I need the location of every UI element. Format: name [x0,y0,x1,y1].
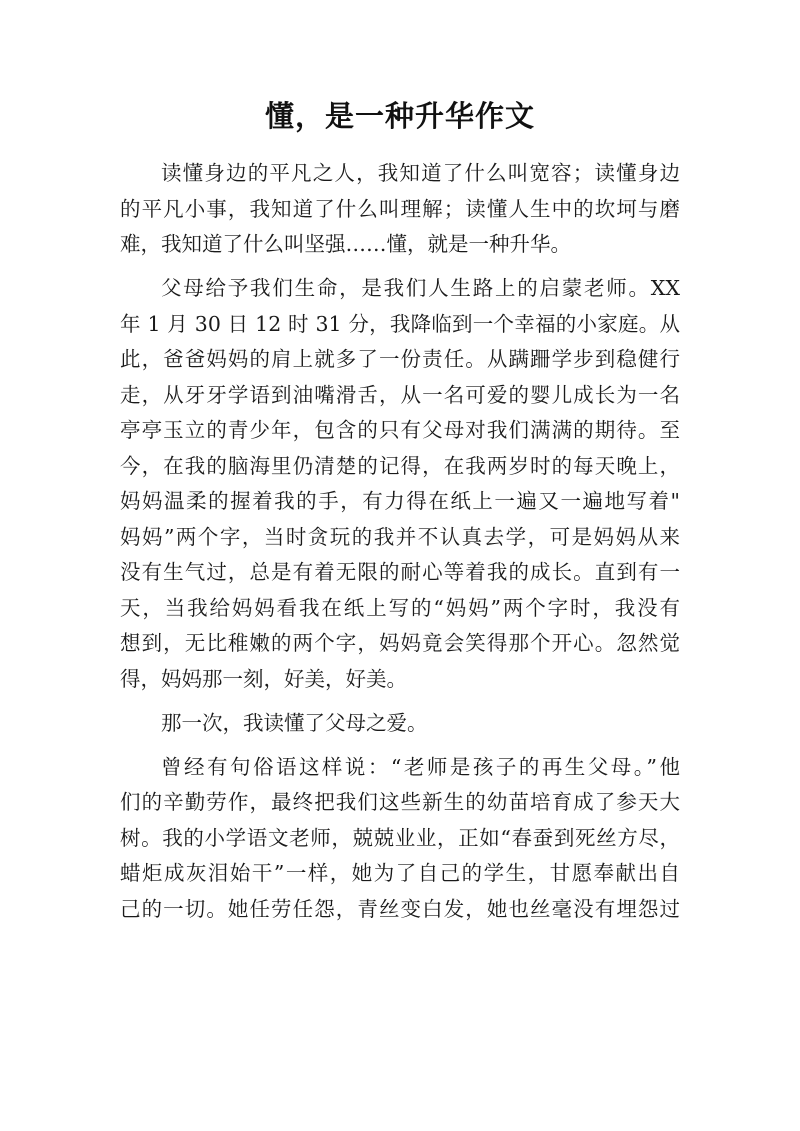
text-line: 走，从牙牙学语到油嘴滑舌，从一名可爱的婴儿成长为一名 [120,382,680,407]
text-line: 那一次，我读懂了父母之爱。 [161,710,428,735]
paragraph [120,706,680,742]
text-line: 难，我知道了什么叫坚强……懂，就是一种升华。 [120,232,571,256]
text-line: 没有生气过，总是有着无限的耐心等着我的成长。直到有一 [120,560,680,584]
text-line: 此，爸爸妈妈的肩上就多了一份责任。从蹒跚学步到稳健行 [120,347,680,371]
text-line: 想到，无比稚嫩的两个字，妈妈竟会笑得那个开心。忽然觉 [120,631,680,655]
paragraph [120,271,680,697]
text-line: 父母给予我们生命，是我们人生路上的启蒙老师。XX [161,276,680,300]
paragraph-gap [120,741,680,750]
document-title: 懂，是一种升华作文 [264,99,535,133]
text-line: 天，当我给妈妈看我在纸上写的“妈妈”两个字时，我没有 [120,595,680,620]
text-line: 今，在我的脑海里仍清楚的记得，在我两岁时的每天晚上， [120,453,680,478]
text-line: 得，妈妈那一刻，好美，好美。 [120,666,407,691]
document-body [120,156,680,927]
paragraph-gap [120,263,680,272]
text-line: 蜡炬成灰泪始干”一样，她为了自己的学生，甘愿奉献出自 [120,861,680,885]
text-line: 曾经有句俗语这样说：“老师是孩子的再生父母。”他 [161,754,680,779]
text-line: 们的辛勤劳作，最终把我们这些新生的幼苗培育成了参天大 [120,790,680,814]
text-line: 己的一切。她任劳任怨，青丝变白发，她也丝毫没有埋怨过 [120,896,680,921]
paragraph [120,156,680,263]
text-line: 妈妈”两个字，当时贪玩的我并不认真去学，可是妈妈从来 [120,524,680,549]
paragraph [120,750,680,928]
text-line: 的平凡小事，我知道了什么叫理解；读懂人生中的坎坷与磨 [120,196,680,221]
paragraph-gap [120,697,680,706]
text-line: 树。我的小学语文老师，兢兢业业，正如“春蚕到死丝方尽， [120,825,680,850]
text-line: 年 1 月 30 日 12 时 31 分，我降临到一个幸福的小家庭。从 [120,311,680,336]
text-line: 亭亭玉立的青少年，包含的只有父母对我们满满的期待。至 [120,418,680,442]
text-line: 妈妈温柔的握着我的手，有力得在纸上一遍又一遍地写着" [120,489,680,513]
text-line: 读懂身边的平凡之人，我知道了什么叫宽容；读懂身边 [161,161,680,185]
